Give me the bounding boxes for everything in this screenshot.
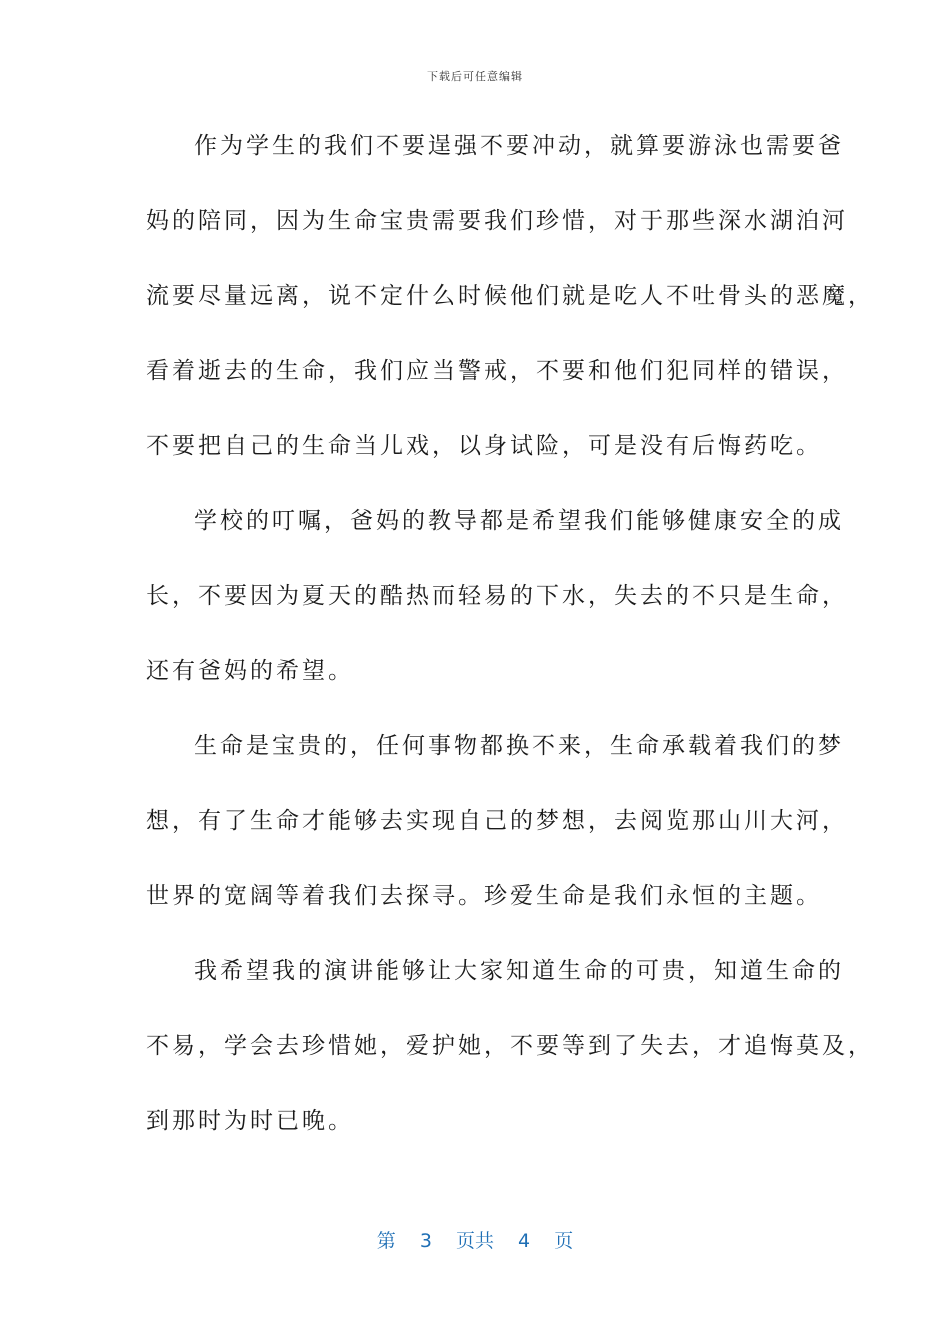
paragraph-line: 想，有了生命才能够去实现自己的梦想，去阅览那山川大河， [146,808,848,834]
footer-suffix: 页 [554,1230,574,1252]
paragraph-line: 不要把自己的生命当儿戏，以身试险，可是没有后悔药吃。 [146,433,822,459]
paragraph-line: 流要尽量远离，说不定什么时候他们就是吃人不吐骨头的恶魔， [146,283,874,309]
paragraph-line: 世界的宽阔等着我们去探寻。珍爱生命是我们永恒的主题。 [146,883,822,909]
paragraph-line: 生命是宝贵的，任何事物都换不来，生命承载着我们的梦 [194,733,844,759]
footer-prefix: 第 [376,1230,396,1252]
footer-middle: 页共 [455,1230,494,1252]
header-note: 下载后可任意编辑 [427,70,523,83]
paragraph-line: 还有爸妈的希望。 [146,658,354,684]
page-footer [0,1226,950,1253]
paragraph-line: 我希望我的演讲能够让大家知道生命的可贵，知道生命的 [194,958,844,984]
paragraph-line: 学校的叮嘱，爸妈的教导都是希望我们能够健康安全的成 [194,508,844,534]
total-page-number: 4 [518,1230,531,1252]
paragraph-line: 长，不要因为夏天的酷热而轻易的下水，失去的不只是生命， [146,583,848,609]
paragraph-line: 作为学生的我们不要逞强不要冲动，就算要游泳也需要爸 [194,133,844,159]
current-page-number: 3 [419,1230,432,1252]
paragraph-line: 看着逝去的生命，我们应当警戒，不要和他们犯同样的错误， [146,358,848,384]
body-text [146,128,874,1178]
paragraph-line: 妈的陪同，因为生命宝贵需要我们珍惜，对于那些深水湖泊河 [146,208,848,234]
paragraph-line: 不易，学会去珍惜她，爱护她，不要等到了失去，才追悔莫及， [146,1033,874,1059]
paragraph-line: 到那时为时已晚。 [146,1108,354,1134]
